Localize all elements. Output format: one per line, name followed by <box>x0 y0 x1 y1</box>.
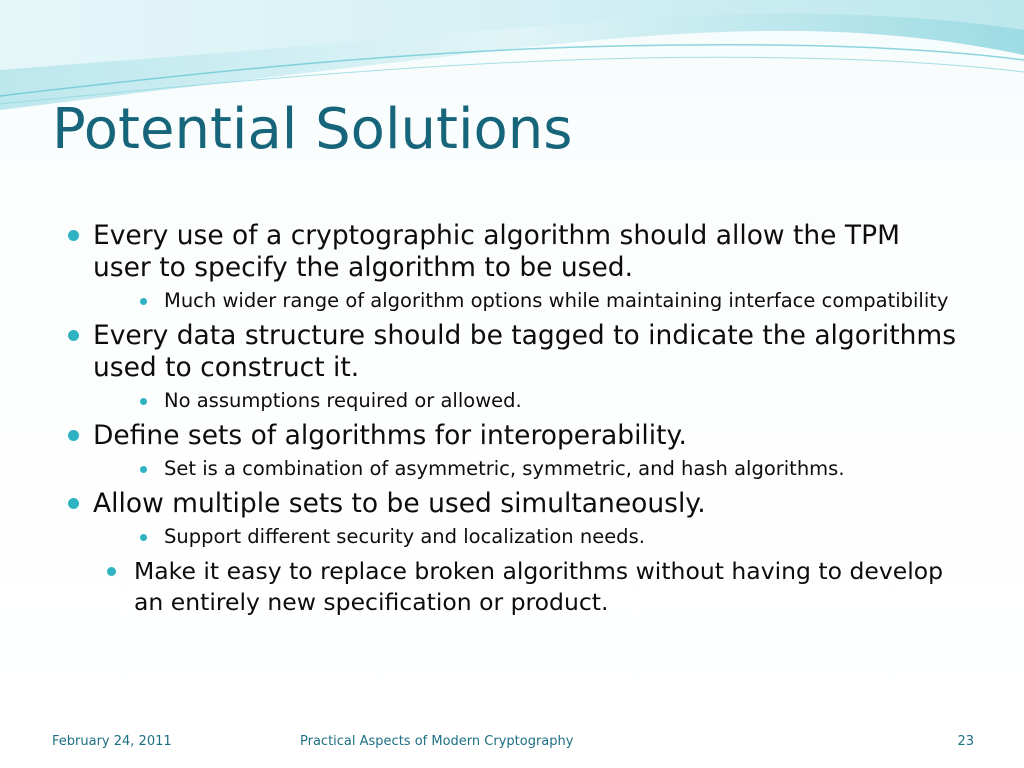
footer-date: February 24, 2011 <box>52 734 172 749</box>
sub-bullet-text: Set is a combination of asymmetric, symmetric, and hash algorithms. <box>164 457 845 480</box>
bullet-item <box>62 220 962 284</box>
sub-bullet-item <box>62 456 962 482</box>
bullet-dot-icon <box>107 567 116 576</box>
sub-bullet-text: Support different security and localization needs. <box>164 525 645 548</box>
sub-bullet-dot-icon <box>140 534 147 541</box>
footer-page-number: 23 <box>957 734 974 749</box>
bullet-dot-icon <box>68 430 79 441</box>
slide-title: Potential Solutions <box>52 97 573 162</box>
bullet-item <box>62 420 962 452</box>
sub-bullet-dot-icon <box>140 298 147 305</box>
bullet-text: Define sets of algorithms for interoperability. <box>93 420 687 451</box>
bullet-text: Allow multiple sets to be used simultaneously. <box>93 488 706 519</box>
bullet-text: Every use of a cryptographic algorithm should allow the TPM user to specify the algorithm to be used. <box>93 220 900 283</box>
slide-content <box>62 220 962 622</box>
bullet-text: Make it easy to replace broken algorithms without having to develop an entirely new specification or product. <box>134 557 944 616</box>
bullet-item <box>62 488 962 520</box>
bullet-dot-icon <box>68 330 79 341</box>
bullet-item <box>62 320 962 384</box>
sub-bullet-item <box>62 388 962 414</box>
bullet-dot-icon <box>68 230 79 241</box>
bullet-dot-icon <box>68 498 79 509</box>
sub-bullet-text: Much wider range of algorithm options while maintaining interface compatibility <box>164 289 949 312</box>
footer-title: Practical Aspects of Modern Cryptography <box>300 734 574 749</box>
sub-bullet-item <box>62 524 962 550</box>
sub-bullet-text: No assumptions required or allowed. <box>164 389 522 412</box>
sub-bullet-dot-icon <box>140 398 147 405</box>
sub-bullet-dot-icon <box>140 466 147 473</box>
bullet-text: Every data structure should be tagged to indicate the algorithms used to construct it. <box>93 320 957 383</box>
sub-bullet-item <box>62 288 962 314</box>
bullet-item-indented <box>62 556 962 618</box>
